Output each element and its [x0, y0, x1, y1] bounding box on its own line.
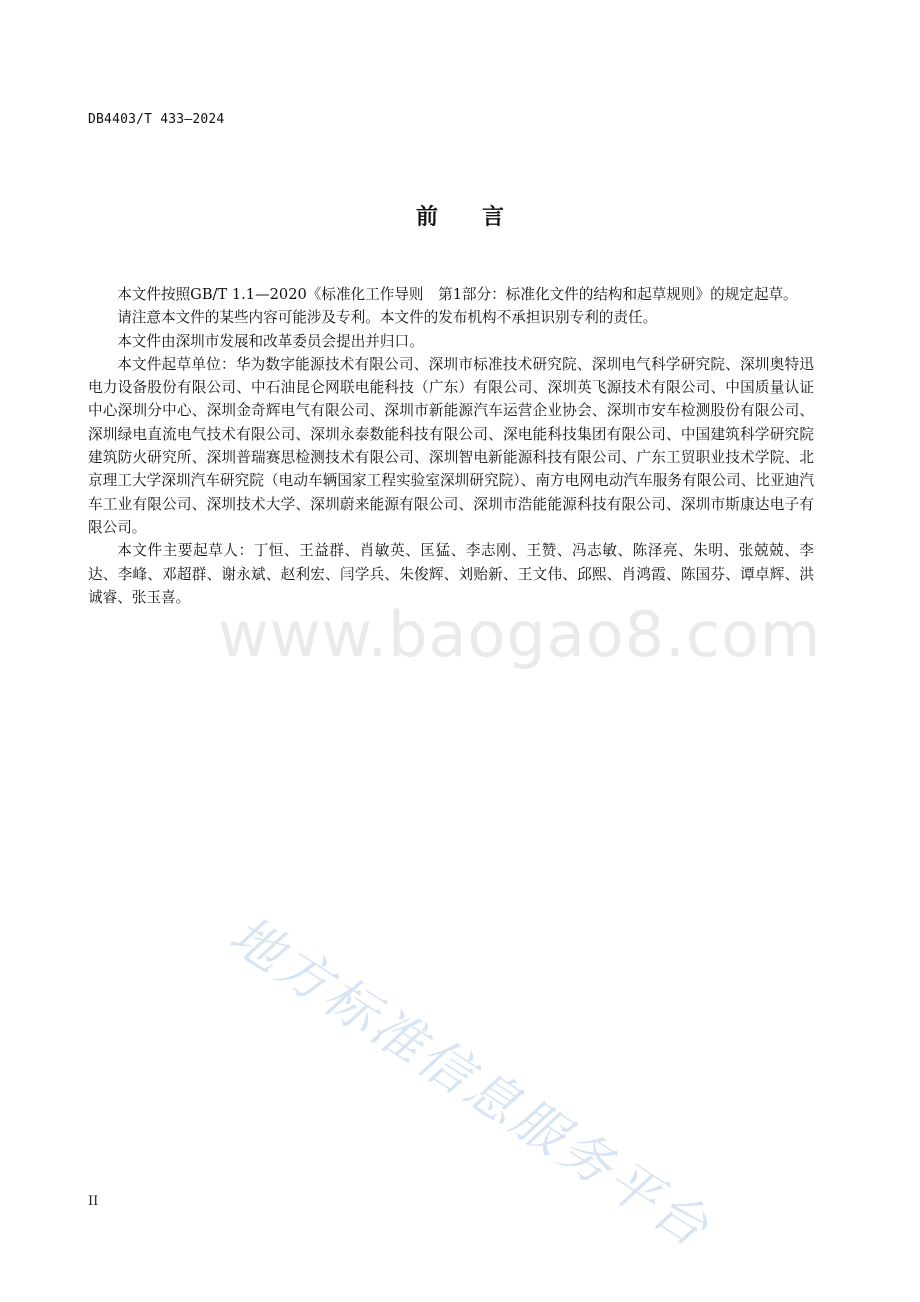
paragraph-proposer: 本文件由深圳市发展和改革委员会提出并归口。	[117, 332, 424, 350]
paragraph-drafting-units: 本文件起草单位：华为数字能源技术有限公司、深圳市标准技术研究院、深圳电气科学研究院、深圳奥特迅电力设备股份有限公司、中石油昆仑网联电能科技（广东）有限公司、深圳英飞源技术有限公司、中国质量认证中心深圳分中心、深圳金奇辉电气有限公司、深圳市新能源汽车运营企业协会、深圳市安车检测股份有限公司、深圳绿电直流电气技术有限公司、深圳永泰数能科技有限公司、深电能科技集团有限公司、中国建筑科学研究院建筑防火研究所、深圳普瑞赛思检测技术有限公司、深圳智电新能源科技有限公司、广东工贸职业技术学院、北京理工大学深圳汽车研究院（电动车辆国家工程实验室深圳研究院）、南方电网电动汽车服务有限公司、比亚迪汽车工业有限公司、深圳技术大学、深圳蔚来能源有限公司、深圳市浩能能源科技有限公司、深圳市斯康达电子有限公司。	[88, 355, 814, 536]
document-code: DB4403/T 433—2024	[88, 112, 225, 127]
paragraph-drafting-basis: 本文件按照GB/T 1.1—2020《标准化工作导则 第1部分：标准化文件的结构和起草规则》的规定起草。	[117, 286, 798, 303]
body-text	[88, 283, 814, 609]
paragraph-patent-notice: 请注意本文件的某些内容可能涉及专利。本文件的发布机构不承担识别专利的责任。	[117, 309, 658, 327]
paragraph-drafters: 本文件主要起草人：丁恒、王益群、肖敏英、匡猛、李志刚、王赞、冯志敏、陈泽亮、朱明、张兢兢、李达、李峰、邓超群、谢永斌、赵利宏、闫学兵、朱俊辉、刘贻新、王文伟、邱熙、肖鸿霞、陈国芬、谭卓辉、洪诚睿、张玉喜。	[88, 542, 814, 606]
page-number: II	[88, 1194, 99, 1209]
section-title: 前言	[415, 205, 548, 230]
watermark-site: www.baogao8.com	[218, 598, 822, 671]
watermark-platform: 地方标准信息服务平台	[218, 904, 722, 1261]
